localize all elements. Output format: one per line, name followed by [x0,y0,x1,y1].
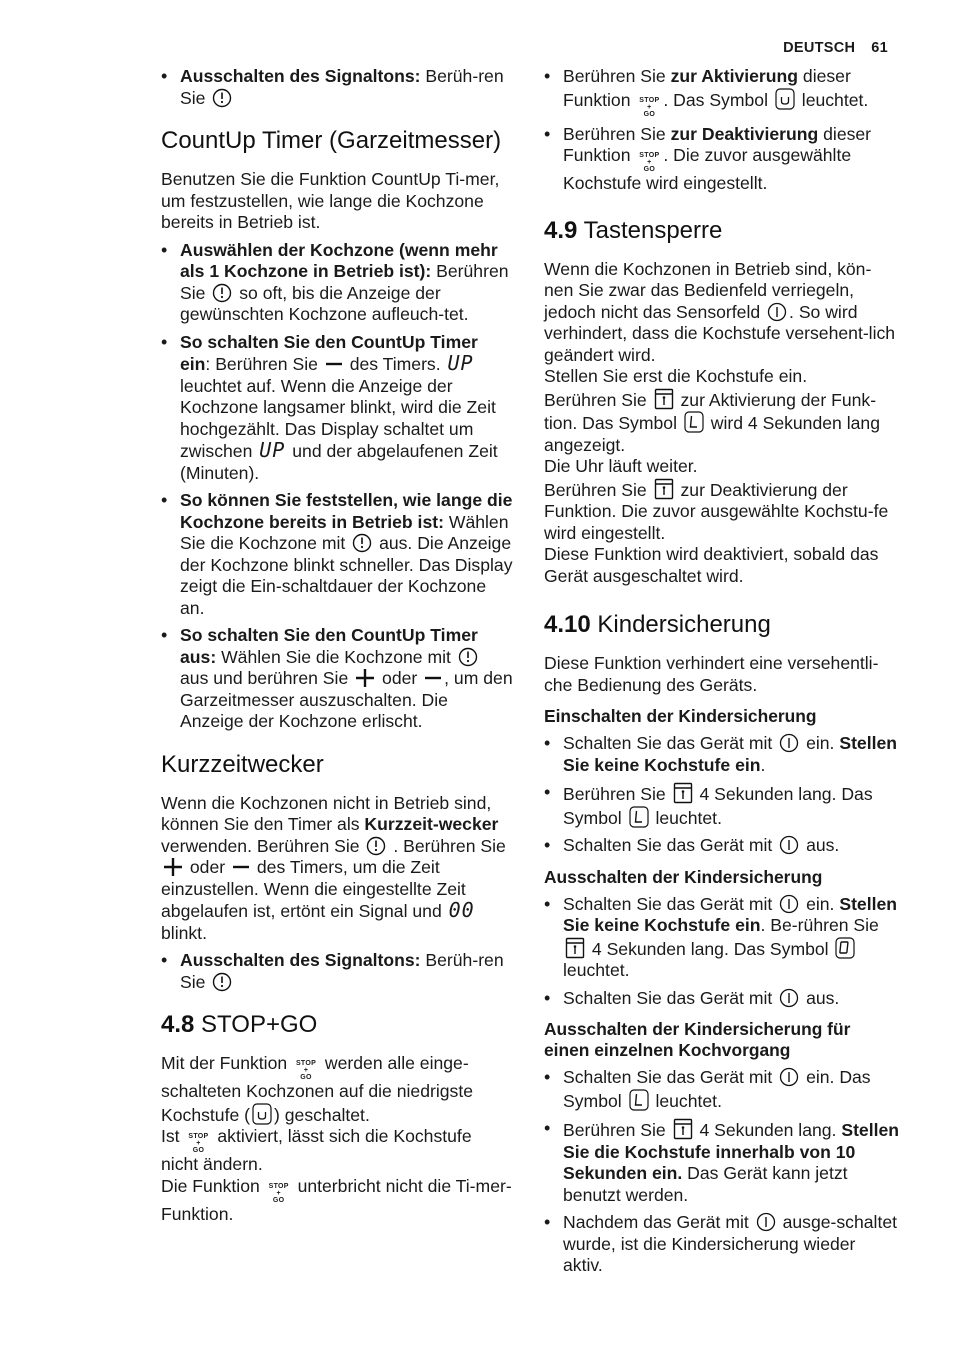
stop-go-icon [267,1183,291,1204]
text: . [760,754,766,775]
text: . Das Symbol [663,89,768,110]
plus-label: + [276,1189,281,1197]
text: des Timers, um die Zeit einzustellen. Wenn die eingestellte Zeit abgelaufen ist, ertönt ein Signal und [161,857,466,921]
text: aus und berühren Sie [180,668,349,688]
go-label: GO [300,1074,312,1081]
plus-label: + [647,159,652,166]
text: leuchtet. [563,960,630,980]
list-item [544,733,900,776]
text: ) geschaltet. [274,1104,370,1125]
stop-label: STOP [188,1133,209,1140]
lock-symbol-l-icon [684,411,704,433]
text: Das Gerät kann jetzt benutzt werden. [563,1163,848,1205]
lock-icon [673,1118,693,1140]
bold-text: Ausschalten des Signaltons: [180,66,421,86]
text: ein. Das Symbol [563,1067,871,1111]
text: Schalten Sie das Gerät mit [563,987,773,1008]
list-item [161,66,513,109]
text: zur Deaktivierung der Funktion. Die zuvor ausgewählte Kochstu-fe wird eingestellt. [544,479,889,543]
timer-icon [212,972,232,992]
text: ein. [806,733,835,753]
bold-text: Kurzzeit-wecker [364,814,499,834]
power-icon [779,835,799,855]
text: ausge-schaltet wurde, ist die Kindersicherung wieder aktiv. [563,1212,898,1275]
page-header [767,38,888,60]
text: leuchtet. [655,807,722,828]
text: . So wird verhindert, dass die Kochstufe versehent-lich geändert wird. [544,301,896,365]
stop-label: STOP [639,152,660,159]
stop-go-icon [637,97,661,118]
text: Wählen Sie die Kochzone mit [180,511,509,553]
text: leuchtet auf. Wenn die Anzeige der Kochzone langsamer blinkt, wird die Zeit hochgezählt. Das Display schaltet um zwischen [180,375,496,461]
minus-icon [424,668,442,688]
text: und der abgelaufenen Zeit (Minuten). [180,441,498,483]
lock-symbol-l-icon [629,1089,649,1111]
section-title-stopgo [161,1011,513,1039]
text: zur Aktivierung der Funk-tion. Das Symbol [544,389,877,433]
power-icon [779,1067,799,1087]
plus-icon [355,668,375,688]
bold-text: So schalten Sie den CountUp Timer aus: [180,625,478,667]
power-icon [779,894,799,914]
text: Berühren Sie [563,66,671,86]
bold-text: Stellen Sie die Kochstufe innerhalb von 10 Sekunden ein. [563,1120,900,1183]
minus-icon [325,354,343,374]
stop-go-icon [294,1060,318,1081]
list-item [161,490,513,619]
text: werden alle einge-schalteten Kochzonen auf die niedrigste Kochstufe ( [161,1053,474,1125]
plus-label: + [647,103,652,111]
timer-icon [458,647,478,667]
child-off-heading: Ausschalten der Kindersicherung [544,866,823,887]
text: Berühren Sie [180,261,509,303]
stop-go-icon [186,1133,210,1154]
power-icon [779,988,799,1008]
timer-icon [212,283,232,303]
lock-icon [654,478,674,500]
list-item [544,1118,900,1206]
list-item [544,66,900,118]
list-item [161,332,513,485]
list-item [544,988,900,1010]
bold-text: So schalten Sie den CountUp Timer ein [180,331,478,374]
section-title-kindersicherung [544,611,900,639]
zero-display-icon: 00 [448,898,475,922]
go-label: GO [192,1147,205,1154]
list-item [161,950,513,993]
list-item [544,782,900,829]
child-single-list [544,1067,900,1277]
lock-text-5 [544,478,900,545]
child-single-heading: Ausschalten der Kindersicherung für einen einzelnen Kochvorgang [544,1019,851,1060]
list-item [544,1067,900,1112]
section-title-countup: CountUp Timer (Garzeitmesser) [161,127,502,154]
bold-text: Ausschalten des Signaltons: [180,950,421,970]
text: . Be-rühren Sie [760,915,879,935]
text: dieser Funktion [563,66,851,110]
go-label: GO [643,110,656,118]
text: verwenden. Berühren Sie [161,835,360,856]
signal-off-list-2 [161,950,513,993]
text: Wählen Sie die Kochzone mit [216,646,451,667]
timer-icon [352,533,372,553]
text: oder [382,668,418,688]
text: Berühren Sie [563,1120,666,1140]
list-item [544,835,900,857]
text: , um den Garzeitmesser auszuschalten. Die Anzeige der Kochzone erlischt. [180,668,513,731]
text: 4 Sekunden lang. Das Symbol [591,938,829,959]
plus-label: + [196,1140,201,1147]
list-item [544,124,900,195]
text: . Die zuvor ausgewählte Kochstufe wird eingestellt. [563,145,852,193]
text: 4 Sekunden lang. Das Symbol [563,784,873,828]
text: Schalten Sie das Gerät mit [563,835,773,855]
power-icon [779,733,799,753]
text: Wenn die Kochzonen in Betrieb sind, kön-nen Sie zwar das Bedienfeld verriegeln, jedoch nicht das Sensorfeld [544,258,872,322]
go-label: GO [643,166,656,173]
text: : Berühren Sie [205,354,318,374]
text: des Timers. [349,354,441,374]
lock-symbol-l-icon [629,806,649,828]
timer-icon [212,88,232,108]
keep-warm-icon [775,88,795,110]
text: Berühren Sie [544,389,647,410]
right-column [544,66,900,1283]
text: ein. [806,893,835,914]
section-name: STOP+GO [194,1011,318,1038]
lock-text-1 [544,259,900,367]
text: aktiviert, lässt sich die Kochstufe nicht ändern. [161,1126,472,1174]
text: blinkt. [161,922,207,943]
lock-text-4: Die Uhr läuft weiter. [544,456,698,476]
power-icon [767,302,787,322]
lock-text-2: Stellen Sie erst die Kochstufe ein. [544,366,808,386]
child-on-heading: Einschalten der Kindersicherung [544,706,817,726]
text: Die Funktion [161,1175,260,1196]
go-label: GO [272,1196,285,1204]
child-intro: Diese Funktion verhindert eine versehentli-che Bedienung des Geräts. [544,653,879,695]
left-column [161,66,513,1231]
bold-text: Stellen Sie keine Kochstufe ein [563,733,898,775]
text: Schalten Sie das Gerät mit [563,1067,773,1087]
list-item [161,625,513,733]
text: so oft, bis die Anzeige der gewünschten Kochzone aufleuch-tet. [180,282,469,324]
text: aus. [806,835,840,855]
section-number: 4.10 [544,611,591,638]
child-on-list [544,733,900,857]
bold-text: zur Deaktivierung [670,123,819,144]
page-number: 61 [871,40,888,56]
text: Berühren Sie [563,784,666,804]
bold-text: Auswählen der Kochzone (wenn mehr als 1 Kochzone in Betrieb ist): [180,239,498,281]
text: Schalten Sie das Gerät mit [563,893,773,914]
list-item [544,894,900,982]
plus-label: + [303,1067,309,1074]
countup-list [161,240,513,733]
kurzzeitwecker-text [161,793,513,945]
text: . Berühren Sie [393,835,506,856]
countup-intro: Benutzen Sie die Funktion CountUp Ti-mer, um festzustellen, wie lange die Kochzone bereits in Betrieb ist. [161,169,500,232]
text: wird 4 Sekunden lang angezeigt. [544,413,880,455]
text: Schalten Sie das Gerät mit [563,733,773,753]
section-number: 4.8 [161,1011,195,1038]
section-number: 4.9 [544,216,578,244]
text: Mit der Funktion [161,1053,288,1073]
text: dieser Funktion [563,123,872,165]
lock-text-6: Diese Funktion wird deaktiviert, sobald das Gerät ausgeschaltet wird. [544,544,879,586]
stopgo-text-3 [161,1176,513,1226]
power-icon [756,1212,776,1232]
stop-label: STOP [268,1182,289,1190]
stopgo-text-2 [161,1126,513,1176]
child-off-list [544,894,900,1010]
text: 4 Sekunden lang. [699,1120,837,1140]
text: Berühren Sie [544,479,647,500]
symbol-zero-icon [835,937,855,959]
lock-icon [654,388,674,410]
plus-icon [163,857,183,877]
header-language: DEUTSCH [783,40,856,56]
text: Berühren Sie [563,123,671,144]
stop-label: STOP [639,96,660,104]
minus-icon [232,857,250,877]
stopgo-actions-list [544,66,900,195]
list-item [161,240,513,326]
text: leuchtet. [655,1090,722,1111]
lock-icon [565,937,585,959]
text: Ist [161,1126,180,1146]
text: leuchtet. [801,89,869,110]
text: Berüh-ren Sie [180,950,504,992]
signal-off-list [161,66,513,109]
lock-icon [673,782,693,804]
section-name: Tastensperre [577,216,723,244]
text: oder [189,857,226,877]
up-display-icon: UP [259,438,286,462]
section-name: Kindersicherung [590,611,771,638]
stop-label: STOP [295,1060,317,1067]
timer-icon [366,836,386,856]
text: unterbricht nicht die Ti-mer-Funktion. [161,1175,512,1224]
stop-go-icon [637,152,661,173]
text: Nachdem das Gerät mit [563,1212,749,1232]
section-title-kurzzeitwecker: Kurzzeitwecker [161,750,324,778]
text: aus. Die Anzeige der Kochzone blinkt schneller. Das Display zeigt die Ein-schaltdauer der Kochzone an. [180,533,513,618]
stopgo-text-1 [161,1053,513,1126]
up-display-icon: UP [447,351,474,375]
list-item [544,1212,900,1277]
text: Wenn die Kochzonen nicht in Betrieb sind, können Sie den Timer als [161,792,492,834]
bold-text: So können Sie feststellen, wie lange die Kochzone bereits in Betrieb ist: [180,490,513,532]
bold-text: zur Aktivierung [670,66,799,86]
lock-text-3 [544,388,900,457]
keep-warm-icon [252,1103,272,1125]
section-title-tastensperre [544,217,900,245]
text: Berüh-ren Sie [180,66,504,108]
bold-text: Stellen Sie keine Kochstufe ein [563,893,898,935]
text: aus. [806,987,840,1008]
